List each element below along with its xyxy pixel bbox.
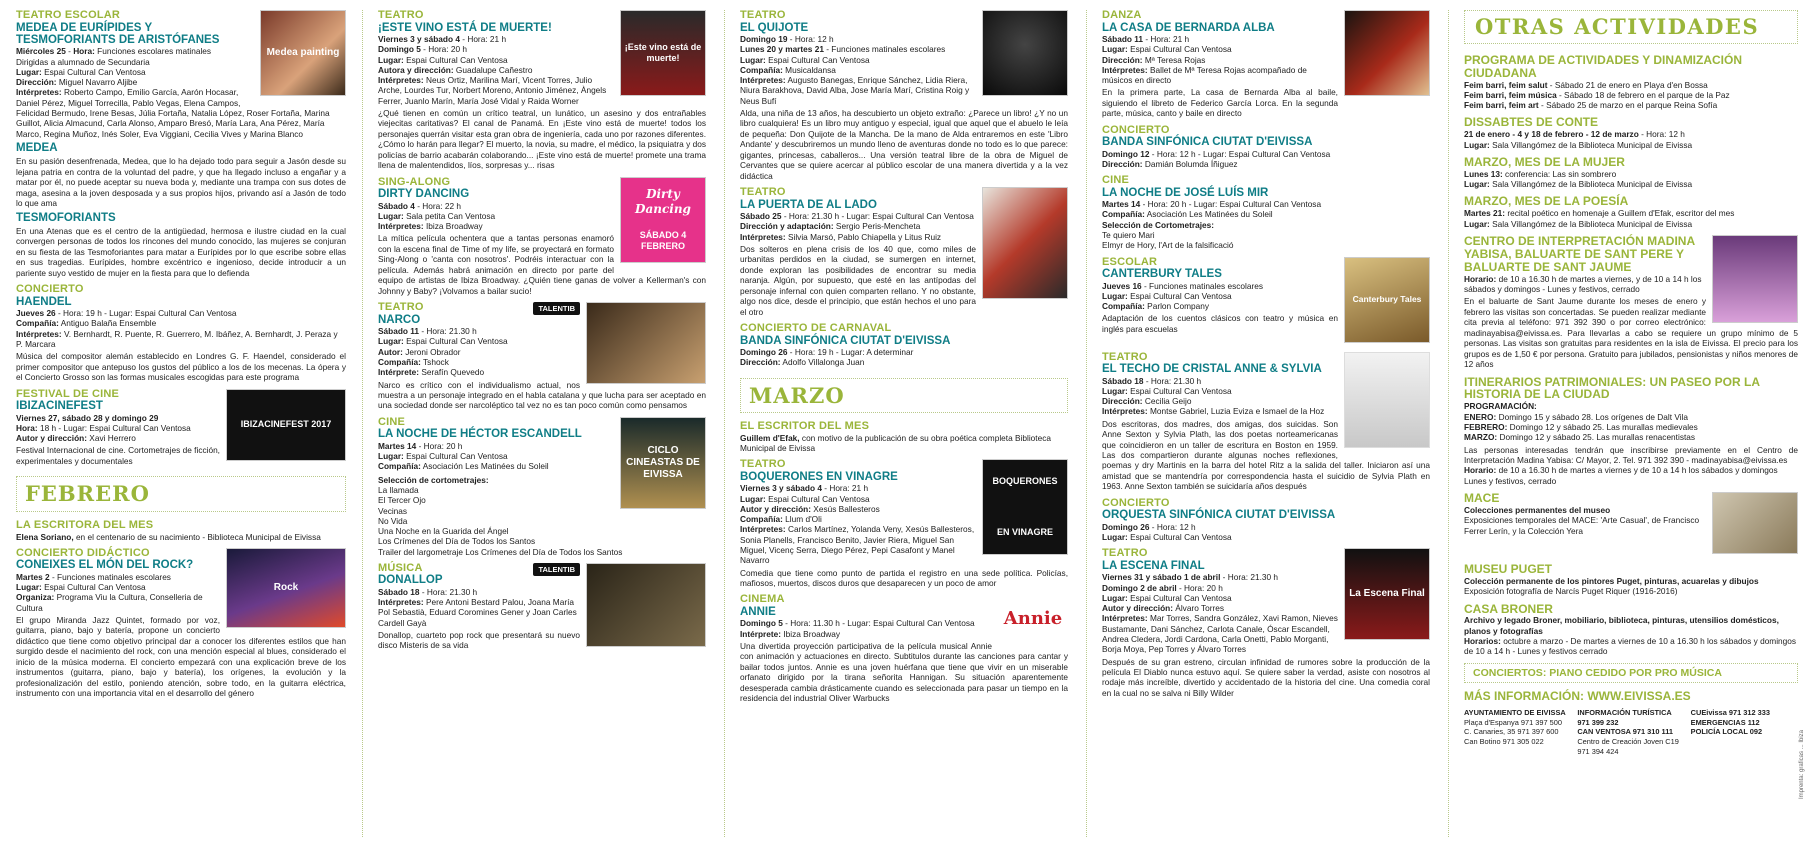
mace-image xyxy=(1712,492,1798,554)
event-description: Comedia que tiene como punto de partida el registro en una sede política. Policías, mafiosos, muertos, discos duros que desaparecen y un poco de amor xyxy=(740,567,1068,588)
contact-block xyxy=(1464,708,1798,756)
event-category: TEATRO xyxy=(1102,350,1148,363)
event-category: TEATRO ESCOLAR xyxy=(16,10,121,21)
event-description: Festival Internacional de cine. Cortometrajes de ficción, experimentales y documentales xyxy=(16,445,220,466)
activity-meta: 21 de enero - 4 y 18 de febrero - 12 de marzo - Hora: 12 h Lugar: Sala Villangómez de la Biblioteca Municipal de Eivissa xyxy=(1464,129,1693,150)
event-este-vino xyxy=(378,10,706,171)
event-description: Narco es crítico con el individualismo actual, nos muestra a un personaje integrado en el habla catalana y que lucha para ser aceptado en una sociedad donde ser narcoléptico tal vez no es tan poco común como pensamos xyxy=(378,379,706,411)
column-divider xyxy=(724,10,725,837)
event-annie xyxy=(740,594,1068,703)
more-info-link[interactable]: MÁS INFORMACIÓN: WWW.EIVISSA.ES xyxy=(1464,689,1691,704)
event-coneixes xyxy=(16,548,346,699)
activity-mes-mujer xyxy=(1464,156,1798,190)
printer-credit: Imprenta: graficas ... Ibiza xyxy=(1798,730,1805,800)
event-bernarda xyxy=(1102,10,1430,119)
medea-image: Medea painting xyxy=(260,10,346,96)
ibizacinefest-image: IBIZACINEFEST 2017 xyxy=(226,389,346,461)
event-category: TEATRO xyxy=(740,186,786,199)
ciclo-cineastas-image: CICLO CINEASTAS DE EIVISSA xyxy=(620,417,706,509)
column-2 xyxy=(378,10,706,841)
event-mir xyxy=(1102,175,1430,250)
activity-title: ITINERARIOS PATRIMONIALES: UN PASEO POR LA HISTORIA DE LA CIUDAD xyxy=(1464,374,1760,402)
event-boquerones xyxy=(740,459,1068,588)
event-category: SING-ALONG xyxy=(378,175,451,188)
activity-meta: Colección permanente de los pintores Puget, pinturas, acuarelas y dibujos Exposición fotografía de Narcís Puget Riquer (1916-2016) xyxy=(1464,575,1759,597)
dirty-dancing-image: Dirty Dancing SÁBADO 4 FEBRERO xyxy=(620,177,706,263)
event-title: BANDA SINFÓNICA CIUTAT D'EIVISSA xyxy=(1102,136,1313,149)
event-category: ESCOLAR xyxy=(1102,255,1158,268)
activity-title: CASA BRONER xyxy=(1464,601,1553,616)
event-title: DIRTY DANCING xyxy=(378,188,470,201)
event-carnaval xyxy=(740,323,1068,368)
event-escritor xyxy=(740,421,1068,453)
event-title: EL TECHO DE CRISTAL ANNE & SYLVIA xyxy=(1102,363,1322,376)
event-title: LA NOCHE DE HÉCTOR ESCANDELL xyxy=(378,428,582,441)
event-description: Dos escritoras, dos madres, dos amigas, dos suicidas. Son Anne Sexton y Sylvia Plath, las dos poetas norteamericanas que coincidieron en un taller de escritura en Boston en 1959. Las dos compartieron durante algunas noches reflexiones, poemas y dry Martinis en la barra del hotel Ritz a la salida del taller. Iniciaron así una amistad que se mantendría por correspondencia hasta el suicidio de Sylvia Plath en 1963. Anne Sexton también se suicidaría años después xyxy=(1102,418,1430,492)
event-category: CINEMA xyxy=(740,593,785,606)
event-title: LA NOCHE DE JOSÉ LUÍS MIR xyxy=(1102,186,1269,199)
madina-yabisa-image xyxy=(1712,235,1798,323)
event-category: LA ESCRITORA DEL MES xyxy=(16,518,154,531)
activity-mace xyxy=(1464,492,1798,557)
activity-title: MACE xyxy=(1464,491,1500,505)
techo-cristal-image xyxy=(1344,352,1430,448)
month-heading-marzo: MARZO xyxy=(740,378,1068,414)
event-title: ORQUESTA SINFÓNICA CIUTAT D'EIVISSA xyxy=(1102,509,1336,522)
activity-meta: Horario: de 10 a 16.30 h de martes a viernes, y de 10 a 14 h los sábados y domingos - Lunes y festivos, cerrado xyxy=(1464,273,1702,295)
event-description: Dos solteros en plena crisis de los 40 que, como miles de urbanitas perdidos en la ciudad, se sumergen en internet, donde exploran las posibilidades de encontrar su media naranja. Algún, por supuesto, que esté en las antípodas del personaje infernal con quien comparten rellano. Y no obstante, algo nos dice, desde el principio, que están hechos el uno para el otro xyxy=(740,243,976,317)
event-escritora xyxy=(16,520,346,542)
shorts-list: Selección de cortometrajes: La llamada El Tercer Ojo Vecinas No Vida Una Noche en la Guarida del Ángel Los Crímenes del Día de Todos los Santos Trailer del largometraje Los Crímenes del Día de Todos los Santos xyxy=(378,474,623,557)
event-category: EL ESCRITOR DEL MES xyxy=(740,420,870,433)
event-title: LA PUERTA DE AL LADO xyxy=(740,198,877,211)
event-category: CINE xyxy=(1102,174,1130,187)
event-meta: Viernes 3 y sábado 4 - Hora: 21 h Domingo 5 - Hora: 20 h Lugar: Espai Cultural Can Ventosa Autora y dirección: Guadalupe Cañestro Intérpretes: Neus Ortiz, Marilina Marí, Vicent Torres, Julio Arche, Lourdes Tur, Norbert Moreno, Antonio Jiménez, Àngels Ferrer, Juanlo Marín, María José Vidal y Raida Worner xyxy=(378,33,607,106)
pro-musica-note: CONCIERTOS: PIANO CEDIDO POR PRO MÚSICA xyxy=(1464,663,1798,684)
activity-programa xyxy=(1464,54,1798,111)
event-category: CINE xyxy=(378,415,406,428)
event-category: CONCIERTO DE CARNAVAL xyxy=(740,322,892,335)
event-title: CONEIXES EL MÓN DEL ROCK? xyxy=(16,559,194,572)
event-meta: Martes 2 - Funciones matinales escolares Lugar: Espai Cultural Can Ventosa Organiza: Programa Viu la Cultura, Conselleria de Cultura xyxy=(16,571,203,613)
event-meta: Domingo 12 - Hora: 12 h - Lugar: Espai Cultural Can Ventosa Dirección: Damián Bolumda Íñiguez xyxy=(1102,148,1331,169)
activity-title: DISSABTES DE CONTE xyxy=(1464,115,1599,130)
escena-final-image: La Escena Final xyxy=(1344,548,1430,640)
event-medea xyxy=(16,10,346,278)
activity-meta: Archivo y legado Broner, mobiliario, biblioteca, pinturas, utensilios domésticos, planos y fotografías Horarios: octubre a marzo - De martes a viernes de 10 a 16.30 h los sábados y domingos de 10 a 14 h - Lunes y festivos cerrado xyxy=(1464,615,1797,657)
event-meta: Viernes 27, sábado 28 y domingo 29 Hora: 18 h - Lugar: Espai Cultural Can Ventosa Autor y dirección: Xavi Herrero xyxy=(16,412,191,444)
event-title: ¡ESTE VINO ESTÁ DE MUERTE! xyxy=(378,21,552,34)
event-meta: Viernes 31 y sábado 1 de abril - Hora: 21.30 h Domingo 2 de abril - Hora: 20 h Lugar: Espai Cultural Can Ventosa Autor y dirección: Álvaro Torres Intérpretes: Mar Torres, Sandra González, Xavi Ramon, Nieves Bustamante, Dani Sánchez, Carlota Canale, Óscar Escandell, Andrea Cledera, Jordi Cardona, Carla Onetti, Pablo Morganti, Borja Moya, Pep Torres y Álvaro Torres xyxy=(1102,572,1338,655)
event-description: En la primera parte, La casa de Bernarda Alba al baile, siguiendo el libreto de Federico García Lorca. En la segunda parte, música, canto y baile en directo xyxy=(1102,87,1338,119)
event-description: Donallop, cuarteto pop rock que presentará su nuevo disco Misteris de sa vida xyxy=(378,630,580,651)
event-hector-escandell xyxy=(378,417,706,557)
column-5 xyxy=(1464,10,1798,841)
event-category: CONCIERTO xyxy=(1102,123,1170,136)
event-title: NARCO xyxy=(378,313,421,326)
event-description: El grupo Miranda Jazz Quintet, formado por voz, guitarra, piano, bajo y batería, propone un concierto didáctico que tiene como objetivo principal dar a conocer los diferentes estilos que han surgido desde el nacimiento del rock, con una mención especial al blues, considerado el inicio de la música moderna. El concierto empezará con una explicación breve de los instrumentos (guitarra, piano, bajo y batería), los orígenes, la evolución y la profesionalización del estilo, poniendo atención, sobre todo, en la guitarra eléctrica, instrumento con una importancia vital en el desarrollo del género xyxy=(16,614,346,699)
event-ibizacinefest xyxy=(16,389,346,467)
event-meta: Martes 14 - Hora: 20 h - Lugar: Espai Cultural Can Ventosa Compañía: Asociación Les Matinées du Soleil Selección de Cortometrajes: Te quiero Mari Elmyr de Hory, l'Art de la falsificació xyxy=(1102,199,1322,251)
event-title: ANNIE xyxy=(740,605,776,618)
event-meta: Sábado 18 - Hora: 21.30 h Lugar: Espai Cultural Can Ventosa Dirección: Cecilia Geijo Intérpretes: Montse Gabriel, Luzia Eviza e Ismael de la Hoz xyxy=(1102,375,1325,417)
talentib-badge: TALENTIB xyxy=(533,563,580,576)
event-meta: Domingo 26 - Hora: 19 h - Lugar: A determinar Dirección: Adolfo Villalonga Juan xyxy=(740,347,914,368)
event-category: TEATRO xyxy=(378,301,424,314)
event-meta: Sábado 4 - Hora: 22 h Lugar: Sala petita Can Ventosa Intérpretes: Ibiza Broadway xyxy=(378,200,496,232)
activity-meta: Feim barri, feim salut - Sábado 21 de enero en Playa d'en Bossa Feim barri, feim música - Sábado 18 de febrero en el parque de la Paz Feim barri, feim art - Sábado 25 de marzo en el parque Reina Sofía xyxy=(1464,79,1730,111)
event-category: MÚSICA xyxy=(378,561,423,574)
activity-meta: Horario: de 10 a 16.30 h de martes a viernes y de 10 a 14 h los sábados y domingos Lunes y festivos, cerrado xyxy=(1464,465,1778,486)
event-meta: Domingo 5 - Hora: 11.30 h - Lugar: Espai Cultural Can Ventosa Intérprete: Ibiza Broadway xyxy=(740,618,975,639)
activity-centro-interpretacion xyxy=(1464,235,1798,370)
activity-description: Las personas interesadas tendrán que inscribirse previamente en el Centro de Interpretación Madina Yabisa: C/ Mayor, 2. Tel. 971 392 390 - madinayabisa@eivissa.es xyxy=(1464,444,1798,465)
contact-col-3: CUEivissa 971 312 333 EMERGENCIAS 112 POLICÍA LOCAL 092 xyxy=(1690,708,1770,737)
event-title: LA ESCENA FINAL xyxy=(1102,559,1205,572)
event-narco xyxy=(378,302,706,411)
event-description: En su pasión desenfrenada, Medea, que lo ha dejado todo para seguir a Jasón desde su lejana patria en contra de la voluntad del padre, y que ha llegado incluso a engañar y a matar por él, no puede aceptar su nueva boda y, mediante una trampa con sus dotes de maga, asesina a la joven desposada y a sus propios hijos, privando así a Jasón de todo lo que ama xyxy=(16,156,346,209)
event-canterbury xyxy=(1102,257,1430,346)
event-title: BANDA SINFÓNICA CIUTAT D'EIVISSA xyxy=(740,334,951,347)
activity-title: MUSEU PUGET xyxy=(1464,562,1553,576)
event-meta: Sábado 18 - Hora: 21.30 h Intérpretes: Pere Antoni Bestard Palou, Joana María Pol Sebastià, Eduard Coromines Gener y Joan Carles Cardell Gayà xyxy=(378,586,577,628)
event-title: DONALLOP xyxy=(378,574,443,587)
activity-meta: Lunes 13: conferencia: Las sin sombrero Lugar: Sala Villangómez de la Biblioteca Municipal de Eivissa xyxy=(1464,168,1693,190)
contact-col-2: INFORMACIÓN TURÍSTICA 971 399 232 CAN VENTOSA 971 310 111 Centro de Creación Joven C19 971 394 424 xyxy=(1577,708,1679,756)
event-category: TEATRO xyxy=(740,458,786,471)
otras-actividades-heading: OTRAS ACTIVIDADES xyxy=(1464,10,1798,44)
canterbury-image: Canterbury Tales xyxy=(1344,257,1430,343)
event-meta: Jueves 16 - Funciones matinales escolares Lugar: Espai Cultural Can Ventosa Compañía: Parlon Company xyxy=(1102,280,1263,312)
event-category: DANZA xyxy=(1102,10,1142,21)
event-meta: Miércoles 25 - Hora: Funciones escolares matinales Dirigidas a alumnado de Secundaria Lugar: Espai Cultural Can Ventosa Dirección: Miguel Navarro Aljibe Intérpretes: Roberto Campo, Emilio García, Aarón Hocasar, Daniel Pérez, Miguel Torrecilla, Pablo Vegas, Elena Campos, Felicidad Bermudo, Irene Besas, Júlia Fortaña, Natalia López, Roser Fortaña, Marina Guillot, Alicia Almacund, Carla Alonso, Amparo Bresó, María Lara, Ana Pérez, María Marco, Regina Muñoz, Inés Soler, Eva Viggiani, Cecilia Vives y Marina Blanco xyxy=(16,46,330,139)
event-description: ¿Qué tienen en común un crítico teatral, un lunático, un asesino y dos entrañables viejecitas caritativas? El canal de Panamá. En ¡Este vino está de muerte! todos los personajes querrán visitar esta gran obra de ingeniería, cada uno por razones diferentes. ¿Cómo lo harán para llegar? El muerto, la novia, su madre, el médico, la psiquiatra y dos policías de barrio acabarán colaborando... ¡Este vino está de muerte! promete una trama llena de malentendidos, líos, sorpresas y... risas xyxy=(378,107,706,171)
event-puerta xyxy=(740,187,1068,317)
event-category: CONCIERTO xyxy=(16,283,84,296)
donallop-image xyxy=(586,563,706,647)
event-category: TEATRO xyxy=(1102,547,1148,560)
event-meta: Guillem d'Efak, con motivo de la publicación de su obra poética completa Biblioteca Municipal de Eivissa xyxy=(740,432,1051,454)
activity-meta: Martes 21: recital poético en homenaje a Guillem d'Efak, escritor del mes Lugar: Sala Villangómez de la Biblioteca Municipal de Eivissa xyxy=(1464,208,1735,229)
event-meta: Domingo 19 - Hora: 12 h Lunes 20 y martes 21 - Funciones matinales escolares Lugar: Espai Cultural Can Ventosa Compañía: Musicaldansa Intérpretes: Augusto Banegas, Enrique Sánchez, Lidia Riera, Niura Barakhova, David Alba, Jose María Marí, Cristina Roig y Neus Bufí xyxy=(740,33,970,106)
event-title: BOQUERONES EN VINAGRE xyxy=(740,470,898,483)
event-meta: Viernes 3 y sábado 4 - Hora: 21 h Lugar: Espai Cultural Can Ventosa Autor y dirección: Xesús Ballesteros Compañía: Llum d'Oli Intérpretes: Carlos Martínez, Yolanda Veny, Xesús Ballesteros, Sonia Planells, Francisco Benito, Javier Riera, Miguel San Miguel, Vicenç Serra, Diego Pérez, Pepi Casafont y Manel Navarro xyxy=(740,483,975,566)
event-description: Después de su gran estreno, circulan infinidad de rumores sobre la producción de la película El Diablo nunca estuvo aquí. Se quiere saber la verdad, asiste con nosotros al rodaje más increíble, divertido y accidentado de la historia del cine. Una comedia coral en la cual no se salva ni Billy Wilder xyxy=(1102,656,1430,698)
column-divider xyxy=(1448,10,1449,837)
event-meta: Sábado 25 - Hora: 21.30 h - Lugar: Espai Cultural Can Ventosa Dirección y adaptación: Sergio Peris-Mencheta Intérpretes: Silvia Marsó, Pablo Chiapella y Litus Ruiz xyxy=(740,211,974,242)
puerta-image xyxy=(982,187,1068,299)
event-title: EL QUIJOTE xyxy=(740,21,809,34)
activity-itinerarios xyxy=(1464,376,1798,487)
narco-image xyxy=(586,302,706,384)
este-vino-image: ¡Este vino está de muerte! xyxy=(620,10,706,96)
event-description: Música del compositor alemán establecido en Londres G. F. Haendel, considerado el primer compositor que antepuso los gustos del público a los de los mecenas. La ópera y el Concierto Grosso son las formas musicales escogidas para este programa xyxy=(16,351,346,383)
event-meta: Jueves 26 - Hora: 19 h - Lugar: Espai Cultural Can Ventosa Compañía: Antiguo Balaña Ensemble Intérpretes: V. Bernhardt, R. Puente, R. Guerrero, M. Ibáñez, A. Bernhardt, J. Peraza y P. Marcara xyxy=(16,308,338,350)
annie-image: Annie xyxy=(998,594,1068,644)
column-divider xyxy=(362,10,363,837)
event-meta: Sábado 11 - Hora: 21 h Lugar: Espai Cultural Can Ventosa Dirección: Mª Teresa Rojas Intérpretes: Ballet de Mª Teresa Rojas acompañado de músicos en directo xyxy=(1102,33,1307,86)
event-meta: Elena Soriano, en el centenario de su nacimiento - Biblioteca Municipal de Eivissa xyxy=(16,531,321,542)
event-title: HAENDEL xyxy=(16,295,72,308)
subtitle-tesmoforiants: TESMOFORIANTS xyxy=(16,211,116,224)
event-quijote xyxy=(740,10,1068,181)
event-category: TEATRO xyxy=(378,10,424,21)
column-1 xyxy=(16,10,346,841)
activity-title: MARZO, MES DE LA MUJER xyxy=(1464,154,1625,169)
column-divider xyxy=(1086,10,1087,837)
event-description: La mítica película ochentera que a tantas personas enamoró con la escena final de Time of my life, se proyectará en formato Sing-Along o 'canta con nosotros'. Podréis interactuar con la película. Además habrá animación en directo por parte del equipo de artistas de Ibiza Broadway. ¿Quién tiene ganas de volver a Kellerman's con Johnny y Baby? ¡Volvamos a bailar sucio! xyxy=(378,233,706,296)
event-category: FESTIVAL DE CINE xyxy=(16,387,120,400)
activity-dissabtes xyxy=(1464,116,1798,150)
event-title: IBIZACINEFEST xyxy=(16,400,103,413)
event-orquesta xyxy=(1102,498,1430,543)
month-heading-febrero: FEBRERO xyxy=(16,476,346,512)
activity-meta: Colecciones permanentes del museo Exposiciones temporales del MACE: 'Arte Casual', de Francisco Ferrer Lerín, y la Colección Yera xyxy=(1464,504,1700,536)
bernarda-image xyxy=(1344,10,1430,96)
activity-mes-poesia xyxy=(1464,195,1798,229)
event-meta: Sábado 11 - Hora: 21.30 h Lugar: Espai Cultural Can Ventosa Autor: Jeroni Obrador Compañía: Tshock Intérprete: Serafín Quevedo xyxy=(378,326,508,378)
activity-title: MARZO, MES DE LA POESÍA xyxy=(1464,194,1629,209)
activity-meta: PROGRAMACIÓN: ENERO: Domingo 15 y sábado 28. Los orígenes de Dalt Vila FEBRERO: Domingo 12 y sábado 25. Las murallas medievales MARZO: Domingo 12 y sábado 25. Las murallas renacentistas xyxy=(1464,401,1698,443)
event-donallop xyxy=(378,563,706,651)
activity-description: En el baluarte de Sant Jaume durante los meses de enero y febrero las visitas son concertadas. Se pueden realizar mediante cita previa al teléfono: 971 392 390 o por correo electrónico: madinayabisa@eivissa.es. Para llevarlas a cabo se requiere un grupo mínimo de 5 personas. Las visitas son gratuitas para residentes en la isla de Eivissa. El precio para los grupos es de 1,50 € por persona. Gratuito para jubilados, pensionistas y niños menores de 12 años xyxy=(1464,296,1798,370)
event-title: CANTERBURY TALES xyxy=(1102,268,1222,281)
event-description: Una divertida proyección participativa de la película musical Annie con animación y actuaciones en directo. Subtitulos durante las canciones para cantar y bailar todos juntos. Annie es una joven huérfana que tiene que vivir en un miserable orfanato dirigido por la tirana señorita Hannigan. Su situación aparentemente desesperada cambia drásticamente cuando es seleccionada para pasar un tiempo en la residencia del industrial Oliver Warbucks xyxy=(740,640,1068,704)
column-3 xyxy=(740,10,1068,841)
activity-title: PROGRAMA DE ACTIVIDADES Y DINAMIZACIÓN CIUDADANA xyxy=(1464,52,1743,80)
contact-col-1: AYUNTAMIENTO DE EIVISSA Plaça d'Espanya 971 397 500 C. Canaries, 35 971 397 600 Can Botino 971 305 022 xyxy=(1464,708,1566,746)
coneixes-image: Rock xyxy=(226,548,346,628)
event-meta: Martes 14 - Hora: 20 h Lugar: Espai Cultural Can Ventosa Compañía: Asociación Les Matinées du Soleil xyxy=(378,440,549,472)
event-category: CONCIERTO xyxy=(1102,496,1170,509)
event-meta: Domingo 26 - Hora: 12 h Lugar: Espai Cultural Can Ventosa xyxy=(1102,521,1232,543)
event-category: CONCIERTO DIDÁCTICO xyxy=(16,546,150,559)
event-dirty-dancing xyxy=(378,177,706,297)
event-escena-final xyxy=(1102,548,1430,698)
event-title: MEDEA DE EURÍPIDES Y TESMOFORIANTS DE ARISTÓFANES xyxy=(16,21,220,46)
activity-broner xyxy=(1464,603,1798,657)
quijote-image xyxy=(982,10,1068,96)
boquerones-image: BOQUERONES EN VINAGRE xyxy=(982,459,1068,555)
activity-title: CENTRO DE INTERPRETACIÓN MADINA YABISA, BALUARTE DE SANT PERE Y BALUARTE DE SANT JAUME xyxy=(1464,233,1695,274)
event-title: LA CASA DE BERNARDA ALBA xyxy=(1102,21,1275,34)
event-haendel xyxy=(16,284,346,382)
talentib-badge: TALENTIB xyxy=(533,302,580,315)
subtitle-medea: MEDEA xyxy=(16,141,58,154)
event-category: TEATRO xyxy=(740,10,786,21)
event-description: Alda, una niña de 13 años, ha descubierto un objeto extraño: ¿Parece un libro! ¿Y no un libro cualquiera! Es un libro muy antiguo y especial, igual que aquel que el abuelo le leía de pequeña: Don Quijote de la Mancha. De la mano de Alda entraremos en este 'Libro Andante' y descubriremos un mundo lleno de aventuras donde no todo es lo que parece: gigantes, princesas, caballeros... Una versión teatral libre de la obra de Miguel de Cervantes que se quiere acercar al público escolar de una manera divertida y a la vez didáctica xyxy=(740,107,1068,181)
event-banda xyxy=(1102,125,1430,170)
column-4 xyxy=(1102,10,1430,841)
activity-puget xyxy=(1464,563,1798,597)
event-description: En una Atenas que es el centro de la antigüedad, hermosa e ilustre ciudad en la cual convergen personas de todos los rincones del mundo conocido, las mujeres se conjuran en su fiesta de las Tesmoforiantes para matar a Eurípides por lo que escribe sobre ellas en sus tragedias. Eurípides, hombre excéntrico e ingenioso, decide introducir a un pariente suyo vestido de mujer en la fiesta para que lo defienda xyxy=(16,225,346,278)
event-techo-cristal xyxy=(1102,352,1430,492)
event-description: Adaptación de los cuentos clásicos con teatro y música en inglés para escuelas xyxy=(1102,313,1338,334)
